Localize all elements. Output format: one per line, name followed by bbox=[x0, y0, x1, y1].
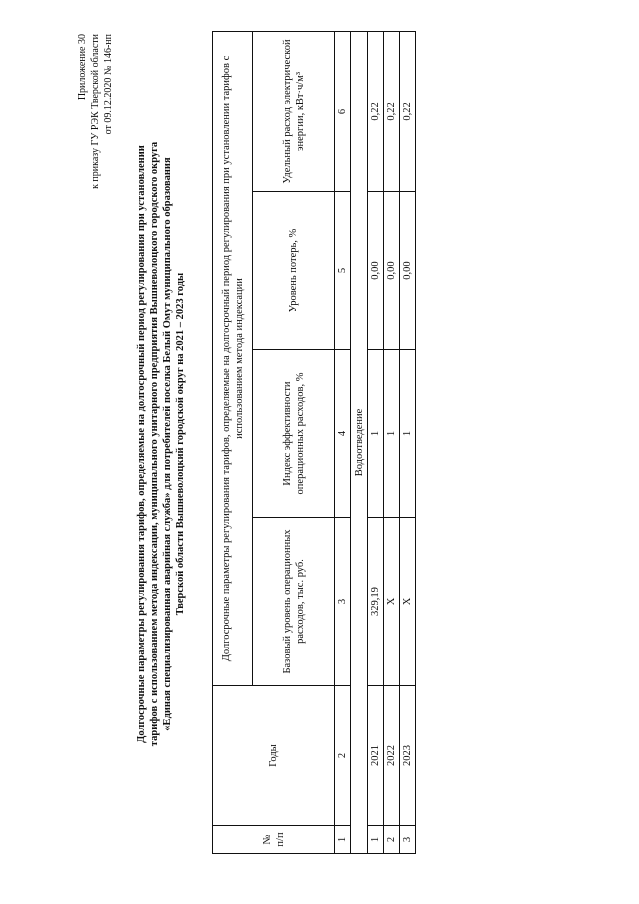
section-label: Водоотведение bbox=[351, 31, 368, 853]
title-line-4: Тверской области Вышневолоцкий городской округ на 2021 – 2023 годы bbox=[175, 272, 186, 616]
row-year: 2021 bbox=[368, 686, 384, 826]
index-cell: 5 bbox=[335, 192, 351, 350]
index-cell: 6 bbox=[335, 31, 351, 191]
row-efficiency-index: 1 bbox=[400, 350, 416, 518]
appendix-title: Приложение 30 bbox=[77, 34, 88, 101]
row-energy-consumption: 0,22 bbox=[368, 31, 384, 191]
index-cell: 3 bbox=[335, 518, 351, 686]
document-title bbox=[135, 84, 187, 804]
section-row bbox=[351, 31, 368, 853]
row-loss-level: 0,00 bbox=[384, 192, 400, 350]
header-energy-consumption: Удельный расход электрической энергии, кВт·ч/м³ bbox=[253, 31, 335, 191]
header-efficiency-index: Индекс эффективности операционных расходов, % bbox=[253, 350, 335, 518]
header-num: № п/п bbox=[213, 826, 335, 854]
index-cell: 2 bbox=[335, 686, 351, 826]
row-base-opex: Х bbox=[384, 518, 400, 686]
title-line-3: «Единая специализированная аварийная служба» для потребителей поселка Белый Омут муниципального образования bbox=[162, 157, 173, 731]
table-row bbox=[368, 31, 384, 853]
title-line-1: Долгосрочные параметры регулирования тарифов, определяемые на долгосрочный период регулирования при установлении bbox=[136, 145, 147, 743]
parameters-table bbox=[212, 31, 416, 854]
row-energy-consumption: 0,22 bbox=[400, 31, 416, 191]
row-year: 2023 bbox=[400, 686, 416, 826]
appendix-order: к приказу ГУ РЭК Тверской области bbox=[90, 34, 101, 189]
row-num: 3 bbox=[400, 826, 416, 854]
row-base-opex: Х bbox=[400, 518, 416, 686]
table-row bbox=[400, 31, 416, 853]
row-energy-consumption: 0,22 bbox=[384, 31, 400, 191]
row-num: 2 bbox=[384, 826, 400, 854]
row-base-opex: 329,19 bbox=[368, 518, 384, 686]
table-row bbox=[384, 31, 400, 853]
index-cell: 1 bbox=[335, 826, 351, 854]
appendix-date: от 09.12.2020 № 146-нп bbox=[103, 34, 114, 135]
title-line-2: тарифов с использованием метода индексации, муниципального унитарного предприятия Вышневолоцкого городского округа bbox=[149, 141, 160, 747]
row-loss-level: 0,00 bbox=[400, 192, 416, 350]
table-index-row bbox=[335, 31, 351, 853]
header-group: Долгосрочные параметры регулирования тарифов, определяемые на долгосрочный период регулирования при установлении тарифов с использованием метода индексации bbox=[213, 31, 253, 685]
appendix-block bbox=[76, 34, 115, 304]
header-years: Годы bbox=[213, 686, 335, 826]
row-loss-level: 0,00 bbox=[368, 192, 384, 350]
row-year: 2022 bbox=[384, 686, 400, 826]
row-efficiency-index: 1 bbox=[368, 350, 384, 518]
index-cell: 4 bbox=[335, 350, 351, 518]
header-base-opex: Базовый уровень операционных расходов, тыс. руб. bbox=[253, 518, 335, 686]
row-num: 1 bbox=[368, 826, 384, 854]
row-efficiency-index: 1 bbox=[384, 350, 400, 518]
header-loss-level: Уровень потерь, % bbox=[253, 192, 335, 350]
table-header-row bbox=[213, 31, 253, 853]
